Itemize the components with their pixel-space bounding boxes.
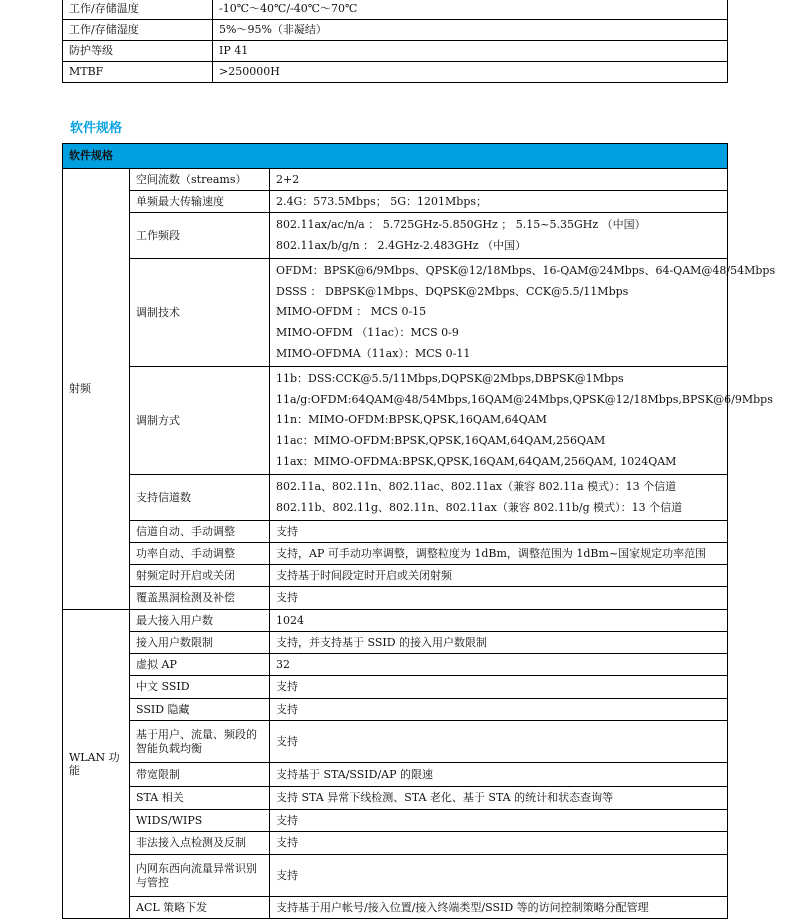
spec-name: 调制方式 <box>130 367 270 475</box>
spec-name: 基于用户、流量、频段的智能负载均衡 <box>130 721 270 763</box>
spec-value: 1024 <box>270 610 728 632</box>
spec-name: 中文 SSID <box>130 676 270 699</box>
table-row <box>63 41 728 62</box>
spec-name: 射频定时开启或关闭 <box>130 565 270 587</box>
spec-name: SSID 隐藏 <box>130 699 270 721</box>
spec-value: >250000H <box>213 62 728 83</box>
spec-name: 空间流数（streams） <box>130 169 270 191</box>
table-row <box>63 787 728 810</box>
table-row <box>63 855 728 897</box>
spec-name: 单频最大传输速度 <box>130 191 270 213</box>
spec-value: 支持 <box>270 855 728 897</box>
spec-name: 带宽限制 <box>130 763 270 787</box>
spec-name: 接入用户数限制 <box>130 632 270 654</box>
spec-name: 调制技术 <box>130 259 270 367</box>
spec-value: 2+2 <box>270 169 728 191</box>
software-spec-table <box>62 143 776 919</box>
spec-value <box>270 475 728 521</box>
spec-name: 信道自动、手动调整 <box>130 521 270 543</box>
spec-value: 支持基于用户帐号/接入位置/接入终端类型/SSID 等的访问控制策略分配管理 <box>270 897 728 919</box>
table-row <box>63 763 728 787</box>
table-row <box>63 191 728 213</box>
table-row <box>63 213 728 259</box>
spec-value: 支持 <box>270 721 728 763</box>
table-row <box>63 367 728 475</box>
table-row <box>63 475 728 521</box>
table-row <box>63 543 728 565</box>
spec-name: STA 相关 <box>130 787 270 810</box>
spec-value: 支持 <box>270 810 728 832</box>
table-header-row <box>63 144 728 169</box>
spec-name: ACL 策略下发 <box>130 897 270 919</box>
spec-name: 覆盖黑洞检测及补偿 <box>130 587 270 610</box>
spec-name: 工作频段 <box>130 213 270 259</box>
spec-value-line: DSSS ： DBPSK@1Mbps、DQPSK@2Mbps、CCK@5.5/11Mbps <box>276 284 629 298</box>
spec-value-line: MIMO-OFDM ： MCS 0-15 <box>276 305 427 319</box>
spec-value <box>270 213 728 259</box>
spec-name: 工作/存储湿度 <box>63 20 213 41</box>
spec-value-line: MIMO-OFDMA（11ax）：MCS 0-11 <box>276 346 471 360</box>
table-row <box>63 897 728 919</box>
environment-spec-table <box>62 0 728 83</box>
spec-value-line: OFDM：BPSK@6/9Mbps、QPSK@12/18Mbps、16-QAM@24Mbps、64-QAM@48/54Mbps <box>276 264 776 278</box>
table-header: 软件规格 <box>63 144 728 169</box>
spec-value: 支持，AP 可手动功率调整，调整粒度为 1dBm，调整范围为 1dBm~国家规定功率范围 <box>270 543 728 565</box>
section-title: 软件规格 <box>70 121 123 136</box>
spec-value: 支持基于 STA/SSID/AP 的限速 <box>270 763 728 787</box>
spec-value: 支持 <box>270 587 728 610</box>
table-row <box>63 62 728 83</box>
spec-name: WIDS/WIPS <box>130 810 270 832</box>
spec-value: 支持 <box>270 521 728 543</box>
spec-value: 支持 STA 异常下线检测、STA 老化、基于 STA 的统计和状态查询等 <box>270 787 728 810</box>
spec-value-line: 802.11ax/ac/n/a ： 5.725GHz-5.850GHz ； 5.15~5.35GHz （中国） <box>276 218 646 231</box>
table-row <box>63 721 728 763</box>
spec-value: 支持 <box>270 676 728 699</box>
spec-name: 最大接入用户数 <box>130 610 270 632</box>
spec-value: -10℃～40℃/-40℃～70℃ <box>213 0 728 20</box>
table-row <box>63 169 728 191</box>
spec-value: 5%～95%（非凝结） <box>213 20 728 41</box>
spec-value: 32 <box>270 654 728 676</box>
table-row <box>63 259 728 367</box>
spec-value-line: 11ax：MIMO-OFDMA:BPSK,QPSK,16QAM,64QAM,256QAM, 1024QAM <box>276 454 677 468</box>
spec-value <box>270 367 773 475</box>
spec-value: 支持 <box>270 699 728 721</box>
spec-name: 虚拟 AP <box>130 654 270 676</box>
spec-value: IP 41 <box>213 41 728 62</box>
spec-value-line: 11n：MIMO-OFDM:BPSK,QPSK,16QAM,64QAM <box>276 413 547 427</box>
category-cell: WLAN 功能 <box>63 610 130 919</box>
table-row <box>63 654 728 676</box>
spec-value: 支持，并支持基于 SSID 的接入用户数限制 <box>270 632 728 654</box>
table-row <box>63 810 728 832</box>
spec-value-line: 802.11ax/b/g/n ： 2.4GHz-2.483GHz （中国） <box>276 238 527 252</box>
table-row <box>63 676 728 699</box>
table-row <box>63 699 728 721</box>
spec-value: 2.4G：573.5Mbps； 5G：1201Mbps； <box>270 191 728 213</box>
table-row <box>63 20 728 41</box>
spec-value: 支持 <box>270 832 728 855</box>
spec-name: 防护等级 <box>63 41 213 62</box>
spec-value-line: MIMO-OFDM （11ac）：MCS 0-9 <box>276 325 459 339</box>
spec-name: MTBF <box>63 62 213 83</box>
spec-value: 支持基于时间段定时开启或关闭射频 <box>270 565 728 587</box>
spec-value-line: 802.11b、802.11g、802.11n、802.11ax（兼容 802.11b/g 模式）：13 个信道 <box>276 500 683 514</box>
spec-name: 功率自动、手动调整 <box>130 543 270 565</box>
table-row <box>63 521 728 543</box>
spec-value-line: 802.11a、802.11n、802.11ac、802.11ax（兼容 802.11a 模式）：13 个信道 <box>276 480 677 494</box>
table-row <box>63 587 728 610</box>
spec-name: 支持信道数 <box>130 475 270 521</box>
spec-value-line: 11b：DSS:CCK@5.5/11Mbps,DQPSK@2Mbps,DBPSK@1Mbps <box>276 372 624 386</box>
spec-name: 内网东西向流量异常识别与管控 <box>130 855 270 897</box>
spec-value <box>270 259 776 367</box>
spec-name: 工作/存储温度 <box>63 0 213 20</box>
spec-value-line: 11a/g:OFDM:64QAM@48/54Mbps,16QAM@24Mbps,QPSK@12/18Mbps,BPSK@6/9Mbps <box>276 392 773 406</box>
table-row <box>63 832 728 855</box>
table-row <box>63 632 728 654</box>
spec-value-line: 11ac：MIMO-OFDM:BPSK,QPSK,16QAM,64QAM,256QAM <box>276 433 606 447</box>
table-row <box>63 610 728 632</box>
table-row <box>63 0 728 20</box>
table-row <box>63 565 728 587</box>
category-cell: 射频 <box>63 169 130 610</box>
spec-name: 非法接入点检测及反制 <box>130 832 270 855</box>
